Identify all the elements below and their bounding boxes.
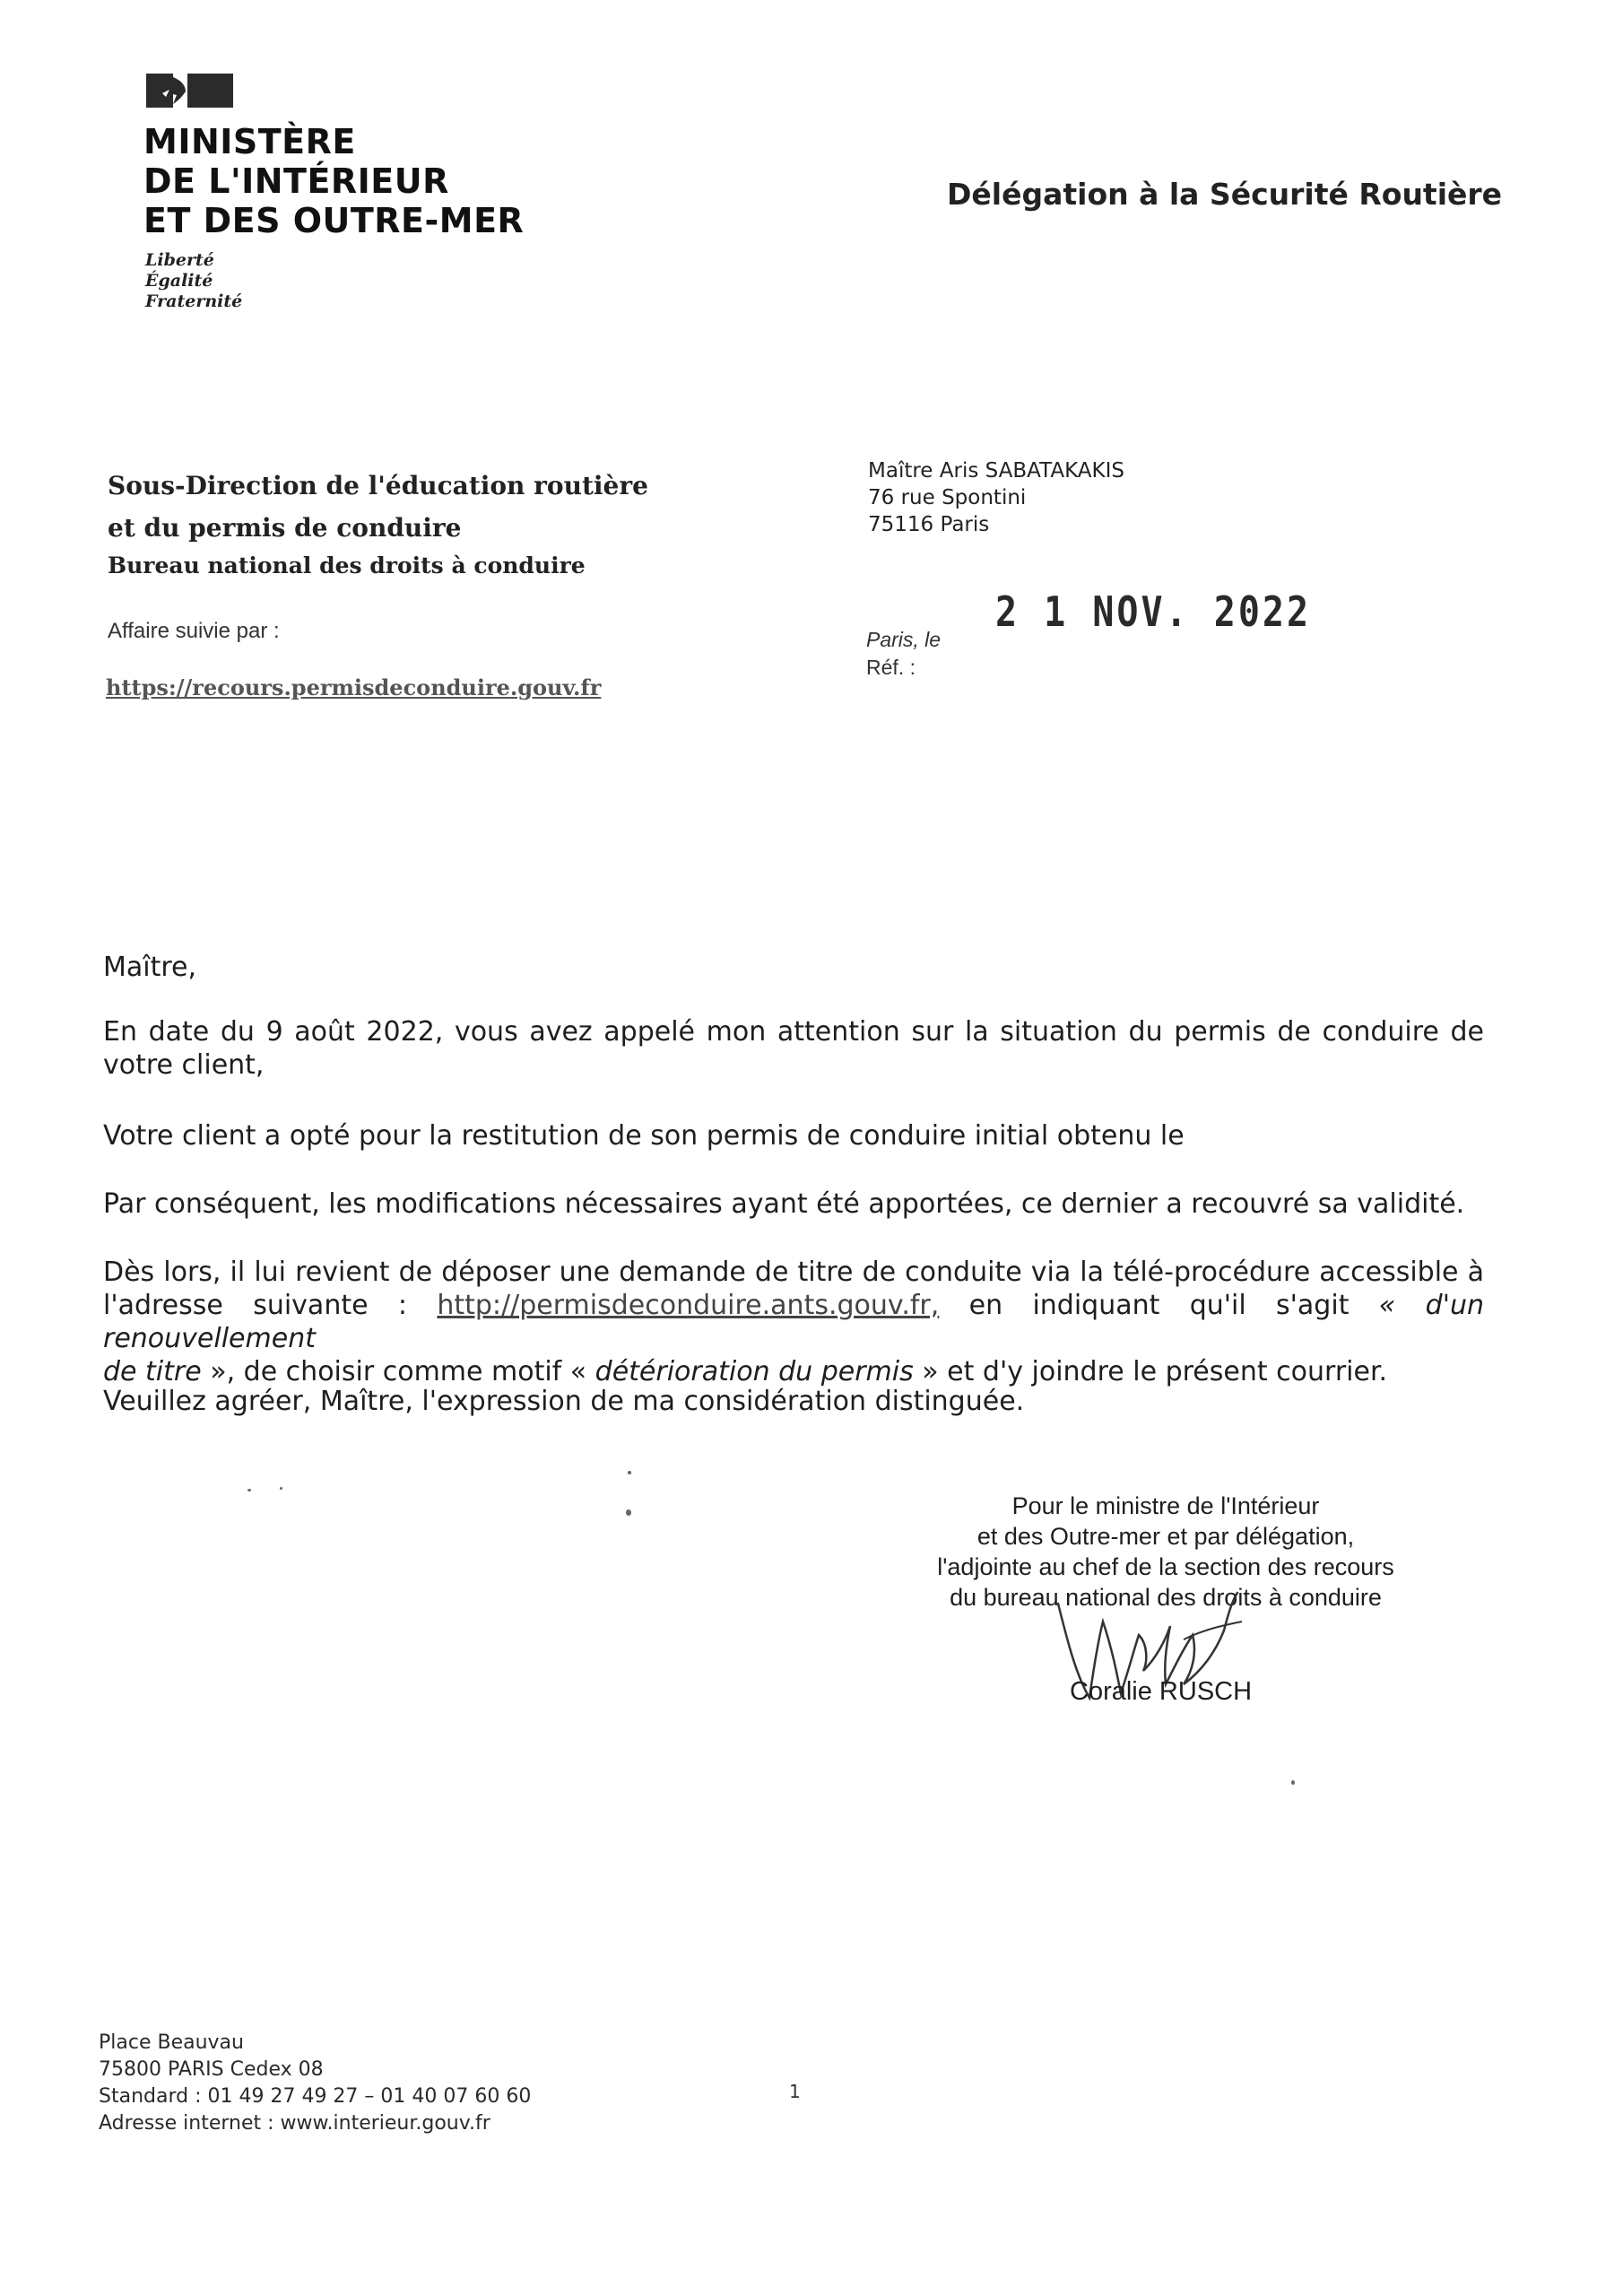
recipient-address <box>868 457 1124 538</box>
motto-egalite: Égalité <box>145 271 213 291</box>
date-stamp: 2 1 NOV. 2022 <box>995 588 1312 637</box>
signer-name: Coralie RUSCH <box>1070 1677 1253 1706</box>
page-number: 1 <box>789 2081 801 2102</box>
motto-liberte: Liberté <box>145 250 214 270</box>
footer-line-4: Adresse internet : www.interieur.gouv.fr <box>99 2112 490 2135</box>
subdirection-line-2: et du permis de conduire <box>108 513 462 543</box>
closing-formula: Veuillez agréer, Maître, l'expression de ma considération distinguée. <box>103 1386 1025 1417</box>
ministry-line-2: DE L'INTÉRIEUR <box>143 161 449 201</box>
paragraph-1: En date du 9 août 2022, vous avez appelé mon attention sur la situation du permis de conduire de votre client, <box>103 1016 1484 1081</box>
paragraph-4-line-3 <box>103 1355 1484 1388</box>
republic-motto <box>145 250 242 312</box>
motto-fraternite: Fraternité <box>145 291 243 311</box>
affaire-suivie-label: Affaire suivie par : <box>108 619 280 643</box>
scan-speck <box>280 1487 282 1490</box>
footer-address <box>99 2030 531 2137</box>
signature-line-2: et des Outre-mer et par délégation, <box>976 1523 1355 1550</box>
scan-speck <box>626 1509 631 1516</box>
subdirection-line-1: Sous-Direction de l'éducation routière <box>108 471 648 500</box>
scan-speck <box>628 1471 631 1474</box>
paragraph-4-italic: détérioration du permis <box>595 1356 914 1387</box>
paragraph-4-text: en indiquant qu'il s'agit <box>939 1290 1379 1321</box>
salutation: Maître, <box>103 952 197 983</box>
paragraph-4-text: », de choisir comme motif « <box>201 1356 595 1387</box>
ants-link[interactable]: http://permisdeconduire.ants.gouv.fr, <box>437 1290 940 1321</box>
paragraph-4-line-2 <box>103 1289 1484 1355</box>
reference-label: Réf. : <box>866 656 916 679</box>
scan-speck <box>247 1489 251 1492</box>
recipient-name: Maître Aris SABATAKAKIS <box>868 459 1124 483</box>
signature-line-1: Pour le ministre de l'Intérieur <box>1011 1492 1320 1519</box>
paragraph-4-line-1: Dès lors, il lui revient de déposer une demande de titre de conduite via la télé-procédure accessible à <box>103 1257 1484 1288</box>
bureau-name: Bureau national des droits à conduire <box>108 552 586 578</box>
paragraph-4-italic: « d'un renouvellement <box>103 1290 1484 1354</box>
ministry-line-3: ET DES OUTRE-MER <box>143 201 525 240</box>
recipient-street: 76 rue Spontini <box>868 486 1027 509</box>
delegation-title: Délégation à la Sécurité Routière <box>947 177 1503 212</box>
signature-line-3: l'adjointe au chef de la section des recours <box>937 1553 1394 1580</box>
ministry-line-1: MINISTÈRE <box>143 122 356 161</box>
footer-line-3: Standard : 01 49 27 49 27 – 01 40 07 60 60 <box>99 2085 532 2108</box>
ministry-name <box>143 122 524 240</box>
paragraph-4-text: l'adresse suivante : <box>103 1290 438 1321</box>
paragraph-2: Votre client a opté pour la restitution de son permis de conduire initial obtenu le <box>103 1120 1185 1152</box>
service-block <box>108 465 648 583</box>
paragraph-3: Par conséquent, les modifications nécessaires ayant été apportées, ce dernier a recouvré sa validité. <box>103 1188 1465 1220</box>
footer-line-1: Place Beauvau <box>99 2031 244 2054</box>
paragraph-4-italic: de titre <box>103 1356 202 1387</box>
recours-link[interactable]: https://recours.permisdeconduire.gouv.fr <box>106 674 602 700</box>
footer-line-2: 75800 PARIS Cedex 08 <box>99 2058 324 2081</box>
scan-speck <box>1291 1780 1295 1785</box>
place-date-label: Paris, le <box>866 628 942 651</box>
paragraph-4-text: » et d'y joindre le présent courrier. <box>913 1356 1388 1387</box>
signature-line-4: du bureau national des droits à conduire <box>950 1584 1382 1611</box>
recipient-city: 75116 Paris <box>868 513 990 536</box>
marianne-logo-icon <box>146 74 233 108</box>
paragraph-4 <box>103 1256 1484 1388</box>
